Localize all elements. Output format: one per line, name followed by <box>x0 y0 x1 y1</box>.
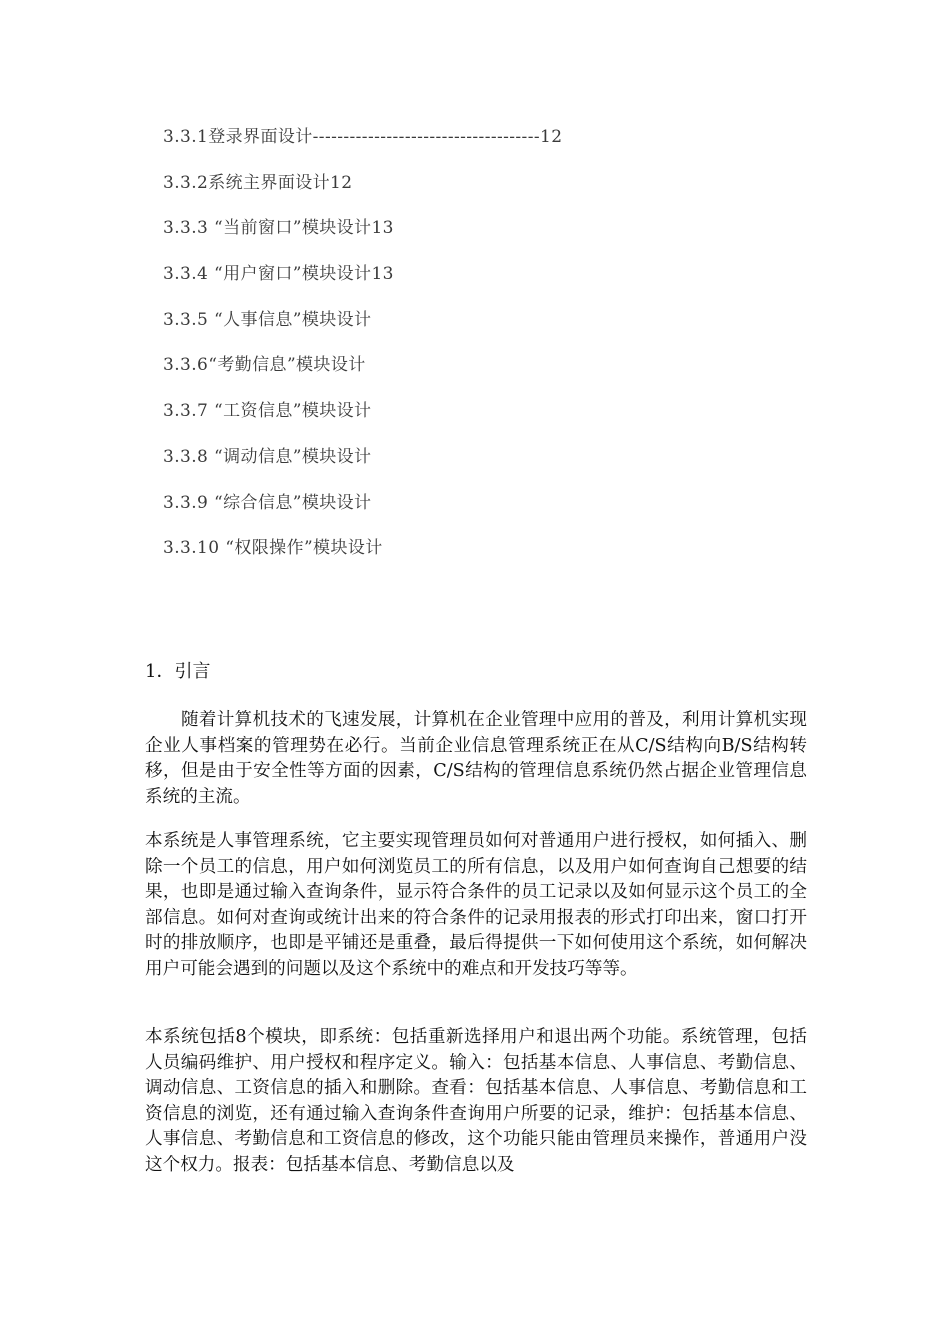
toc-item-3-3-6: 3.3.6“考勤信息”模块设计 <box>163 355 366 376</box>
toc-item-3-3-2: 3.3.2系统主界面设计12 <box>163 172 353 193</box>
toc-item-3-3-7: 3.3.7 “工资信息”模块设计 <box>163 401 372 422</box>
paragraph-intro: 随着计算机技术的飞速发展，计算机在企业管理中应用的普及，利用计算机实现企业人事档案的管理势在必行。当前企业信息管理系统正在从C/S结构向B/S结构转移，但是由于安全性等方面的因素，C/S结构的管理信息系统仍然占据企业管理信息系统的主流。 <box>145 710 807 807</box>
toc-item-3-3-5: 3.3.5 “人事信息”模块设计 <box>163 309 372 330</box>
toc-item-3-3-4: 3.3.4 “用户窗口”模块设计13 <box>163 264 394 285</box>
paragraph-modules: 本系统包括8个模块，即系统：包括重新选择用户和退出两个功能。系统管理，包括人员编码维护、用户授权和程序定义。输入：包括基本信息、人事信息、考勤信息、调动信息、工资信息的插入和删除。查看：包括基本信息、人事信息、考勤信息和工资信息的浏览，还有通过输入查询条件查询用户所要的记录，维护：包括基本信息、人事信息、考勤信息和工资信息的修改，这个功能只能由管理员来操作，普通用户没这个权力。报表：包括基本信息、考勤信息以及 <box>145 1027 807 1175</box>
table-of-contents <box>163 126 863 583</box>
section-heading: 1．引言 <box>145 661 211 682</box>
toc-item-3-3-9: 3.3.9 “综合信息”模块设计 <box>163 492 372 513</box>
toc-item-3-3-1: 3.3.1登录界面设计-------------------------------------12 <box>163 127 563 147</box>
paragraph-system-overview: 本系统是人事管理系统，它主要实现管理员如何对普通用户进行授权，如何插入、删除一个员工的信息，用户如何浏览员工的所有信息，以及用户如何查询自己想要的结果，也即是通过输入查询条件，显示符合条件的员工记录以及如何显示这个员工的全部信息。如何对查询或统计出来的符合条件的记录用报表的形式打印出来，窗口打开时的排放顺序，也即是平铺还是重叠，最后得提供一下如何使用这个系统，如何解决用户可能会遇到的问题以及这个系统中的难点和开发技巧等等。 <box>145 831 807 979</box>
toc-item-3-3-10: 3.3.10 “权限操作”模块设计 <box>163 538 383 559</box>
toc-item-3-3-8: 3.3.8 “调动信息”模块设计 <box>163 446 372 467</box>
toc-item-3-3-3: 3.3.3 “当前窗口”模块设计13 <box>163 218 394 239</box>
